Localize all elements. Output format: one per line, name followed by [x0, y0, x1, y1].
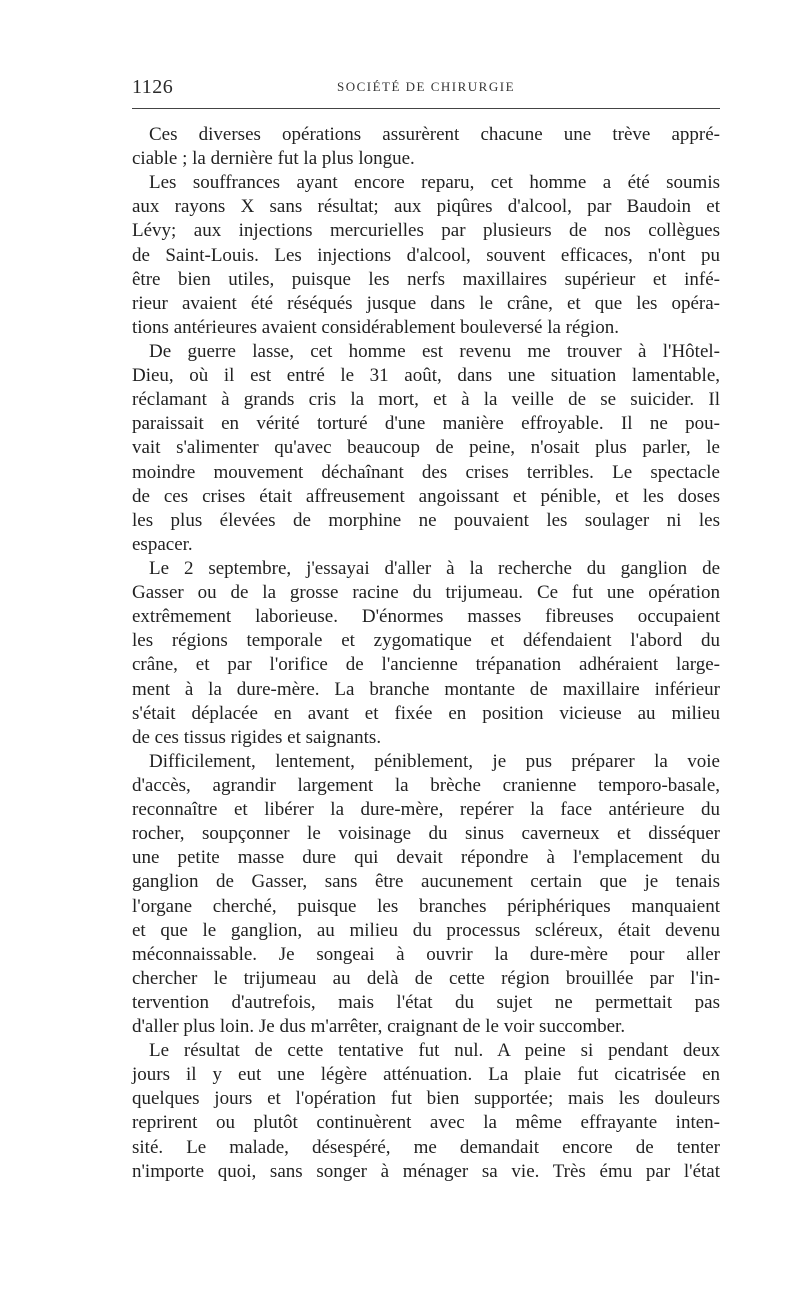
page-number: 1126 — [132, 76, 174, 98]
text-line: de ces crises était affreusement angoissant et pénible, et les doses — [132, 485, 720, 507]
text-line: s'était déplacée en avant et fixée en position vicieuse au milieu — [132, 702, 720, 724]
text-line: Difficilement, lentement, péniblement, je pus préparer la voie — [149, 750, 720, 772]
text-line: sité. Le malade, désespéré, me demandait encore de tenter — [132, 1136, 720, 1158]
text-line: et que le ganglion, au milieu du processus scléreux, était devenu — [132, 919, 720, 941]
text-line: réclamant à grands cris la mort, et à la veille de se suicider. Il — [132, 389, 720, 411]
text-line: les régions temporale et zygomatique et défendaient l'abord du — [132, 630, 720, 652]
text-line: ganglion de Gasser, sans être aucunement certain que je tenais — [132, 871, 720, 893]
text-line: l'organe cherché, puisque les branches périphériques manquaient — [132, 895, 720, 917]
text-line: d'accès, agrandir largement la brèche cranienne temporo-basale, — [132, 774, 720, 796]
running-title: SOCIÉTÉ DE CHIRURGIE — [336, 79, 516, 94]
text-line: jours il y eut une légère atténuation. La plaie fut cicatrisée en — [132, 1064, 720, 1086]
text-line: tervention d'autrefois, mais l'état du sujet ne permettait pas — [132, 991, 720, 1013]
text-line: reprirent ou plutôt continuèrent avec la même effrayante inten- — [132, 1112, 720, 1134]
text-line: chercher le trijumeau au delà de cette région brouillée par l'in- — [132, 967, 720, 989]
text-line: quelques jours et l'opération fut bien supportée; mais les douleurs — [132, 1088, 720, 1110]
text-line: Le résultat de cette tentative fut nul. A peine si pendant deux — [149, 1040, 720, 1062]
text-line: ment à la dure-mère. La branche montante de maxillaire inférieur — [132, 678, 720, 700]
text-line: les plus élevées de morphine ne pouvaient les soulager ni les — [132, 509, 720, 531]
text-line: Le 2 septembre, j'essayai d'aller à la recherche du ganglion de — [149, 557, 720, 579]
text-line: méconnaissable. Je songeai à ouvrir la dure-mère pour aller — [132, 943, 720, 965]
body-text — [132, 123, 720, 1184]
text-line: être bien utiles, puisque les nerfs maxillaires supérieur et infé- — [132, 268, 720, 290]
text-line: d'aller plus loin. Je dus m'arrêter, craignant de le voir succomber. — [132, 1016, 626, 1038]
text-line: ciable ; la dernière fut la plus longue. — [132, 148, 415, 170]
text-line: une petite masse dure qui devait répondre à l'emplacement du — [132, 847, 720, 869]
text-line: espacer. — [132, 533, 193, 555]
text-line: reconnaître et libérer la dure-mère, repérer la face antérieure du — [132, 799, 720, 821]
text-line: De guerre lasse, cet homme est revenu me trouver à l'Hôtel- — [149, 340, 720, 362]
text-line: paraissait en vérité torturé d'une manière effroyable. Il ne pou- — [132, 413, 720, 435]
text-line: Ces diverses opérations assurèrent chacune une trève appré- — [149, 124, 720, 145]
page-header — [132, 76, 720, 102]
header-rule — [132, 108, 720, 109]
text-line: aux rayons X sans résultat; aux piqûres d'alcool, par Baudoin et — [132, 196, 720, 218]
text-line: de Saint-Louis. Les injections d'alcool, souvent efficaces, n'ont pu — [132, 244, 720, 266]
text-line: moindre mouvement déchaînant des crises terribles. Le spectacle — [132, 461, 720, 483]
text-line: tions antérieures avaient considérablement bouleversé la région. — [132, 316, 619, 338]
text-line: Gasser ou de la grosse racine du trijumeau. Ce fut une opération — [132, 582, 720, 604]
text-line: rieur avaient été réséqués jusque dans le crâne, et que les opéra- — [132, 292, 720, 314]
text-line: vait s'alimenter qu'avec beaucoup de peine, n'osait plus parler, le — [132, 437, 720, 459]
text-line: rocher, soupçonner le voisinage du sinus caverneux et disséquer — [132, 823, 720, 845]
text-line: Lévy; aux injections mercurielles par plusieurs de nos collègues — [132, 220, 720, 242]
text-line: Les souffrances ayant encore reparu, cet homme a été soumis — [149, 172, 720, 194]
text-line: n'importe quoi, sans songer à ménager sa vie. Très ému par l'état — [132, 1160, 720, 1182]
text-line: crâne, et par l'orifice de l'ancienne trépanation adhéraient large- — [132, 654, 720, 676]
text-line: extrêmement laborieuse. D'énormes masses fibreuses occupaient — [132, 606, 720, 628]
text-line: de ces tissus rigides et saignants. — [132, 726, 382, 748]
text-line: Dieu, où il est entré le 31 août, dans une situation lamentable, — [132, 365, 720, 387]
